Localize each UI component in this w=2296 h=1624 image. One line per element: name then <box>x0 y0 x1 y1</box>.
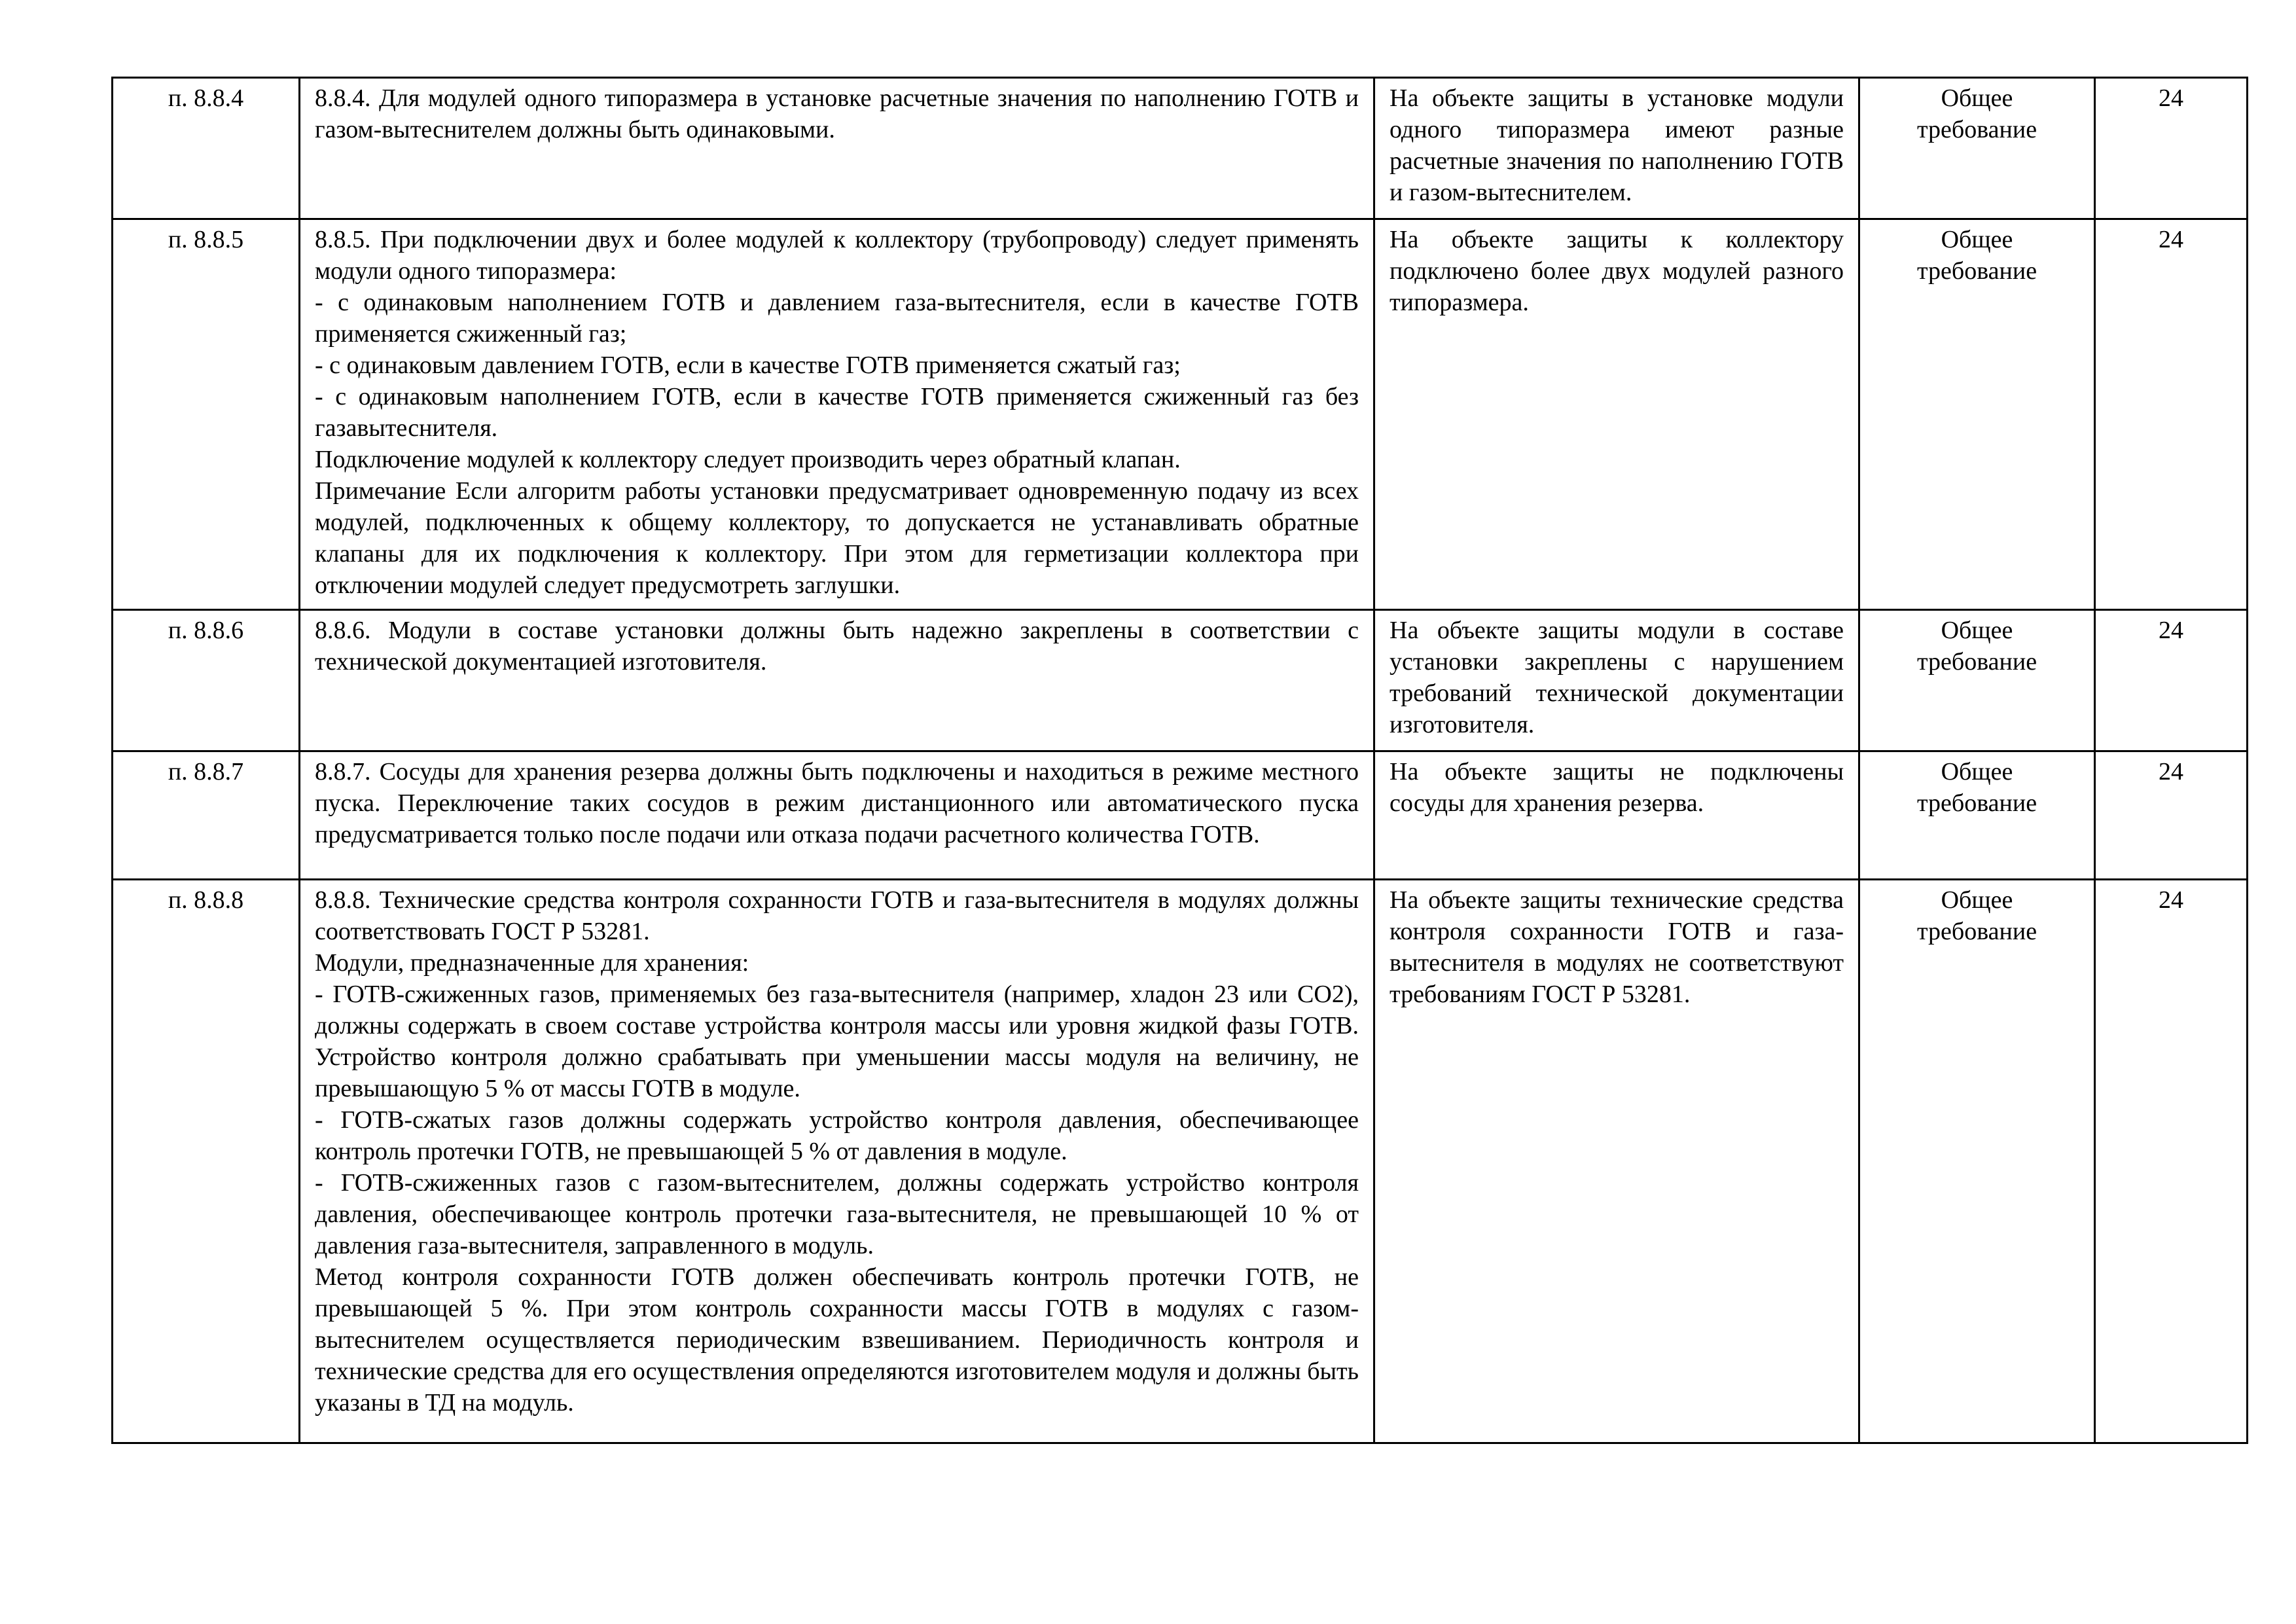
page-number: 24 <box>2095 880 2248 1443</box>
violation-description: На объекте защиты модули в составе установки закреплены с нарушением требований технической документации изготовителя. <box>1374 610 1859 751</box>
requirements-table <box>111 77 2248 1444</box>
page-number: 24 <box>2095 78 2248 219</box>
requirement-paragraph: - с одинаковым давлением ГОТВ, если в качестве ГОТВ применяется сжатый газ; <box>315 352 1181 379</box>
table-row <box>113 219 2248 610</box>
requirement-type: Общее требование <box>1859 78 2095 219</box>
requirement-paragraph: 8.8.8. Технические средства контроля сохранности ГОТВ и газа-вытеснителя в модулях должны соответствовать ГОСТ Р 53281. <box>315 886 1359 945</box>
table-row <box>113 610 2248 751</box>
requirement-paragraph: Метод контроля сохранности ГОТВ должен обеспечивать контроль протечки ГОТВ, не превышающей 5 %. При этом контроль сохранности массы ГОТВ в модулях с газом-вытеснителем осуществляется периодическим взвешиванием. Периодичность контроля и технические средства для его осуществления определяются изготовителем модуля и должны быть указаны в ТД на модуль. <box>315 1263 1359 1416</box>
requirement-paragraph: Примечание Если алгоритм работы установки предусматривает одновременную подачу из всех модулей, подключенных к общему коллектору, то допускается не устанавливать обратные клапаны для их подключения к коллектору. При этом для герметизации коллектора при отключении модулей следует предусмотреть заглушки. <box>315 477 1359 599</box>
clause-number: п. 8.8.7 <box>113 751 300 880</box>
requirement-type: Общее требование <box>1859 610 2095 751</box>
clause-number: п. 8.8.4 <box>113 78 300 219</box>
page-number: 24 <box>2095 610 2248 751</box>
requirement-type: Общее требование <box>1859 751 2095 880</box>
requirement-text <box>300 610 1374 751</box>
requirement-type: Общее требование <box>1859 219 2095 610</box>
requirement-text <box>300 880 1374 1443</box>
violation-description: На объекте защиты в установке модули одного типоразмера имеют разные расчетные значения по наполнению ГОТВ и газом-вытеснителем. <box>1374 78 1859 219</box>
clause-number: п. 8.8.5 <box>113 219 300 610</box>
violation-description: На объекте защиты не подключены сосуды для хранения резерва. <box>1374 751 1859 880</box>
requirement-text <box>300 78 1374 219</box>
requirement-paragraph: - ГОТВ-сжиженных газов, применяемых без газа-вытеснителя (например, хладон 23 или СО2), должны содержать в своем составе устройства контроля массы или уровня жидкой фазы ГОТВ. Устройство контроля должно срабатывать при уменьшении массы модуля на величину, не превышающую 5 % от массы ГОТВ в модуле. <box>315 981 1359 1102</box>
violation-description: На объекте защиты к коллектору подключено более двух модулей разного типоразмера. <box>1374 219 1859 610</box>
requirement-paragraph: - с одинаковым наполнением ГОТВ, если в качестве ГОТВ применяется сжиженный газ без газавытеснителя. <box>315 383 1359 442</box>
requirement-paragraph: 8.8.4. Для модулей одного типоразмера в установке расчетные значения по наполнению ГОТВ и газом-вытеснителем должны быть одинаковыми. <box>315 84 1359 143</box>
requirement-paragraph: - ГОТВ-сжиженных газов с газом-вытеснителем, должны содержать устройство контроля давления, обеспечивающее контроль протечки газа-вытеснителя, не превышающей 10 % от давления газа-вытеснителя, заправленного в модуль. <box>315 1169 1359 1259</box>
requirement-text <box>300 751 1374 880</box>
requirement-paragraph: 8.8.5. При подключении двух и более модулей к коллектору (трубопроводу) следует применять модули одного типоразмера: <box>315 226 1359 285</box>
requirement-paragraph: - ГОТВ-сжатых газов должны содержать устройство контроля давления, обеспечивающее контроль протечки ГОТВ, не превышающей 5 % от давления в модуле. <box>315 1106 1359 1165</box>
clause-number: п. 8.8.6 <box>113 610 300 751</box>
document-page <box>111 77 2246 1444</box>
table-row <box>113 751 2248 880</box>
table-row <box>113 78 2248 219</box>
clause-number: п. 8.8.8 <box>113 880 300 1443</box>
requirement-type: Общее требование <box>1859 880 2095 1443</box>
requirement-paragraph: 8.8.7. Сосуды для хранения резерва должны быть подключены и находиться в режиме местного пуска. Переключение таких сосудов в режим дистанционного или автоматического пуска предусматривается только после подачи или отказа подачи расчетного количества ГОТВ. <box>315 758 1359 848</box>
violation-description: На объекте защиты технические средства контроля сохранности ГОТВ и газа-вытеснителя в модулях не соответствуют требованиям ГОСТ Р 53281. <box>1374 880 1859 1443</box>
page-number: 24 <box>2095 751 2248 880</box>
requirement-paragraph: - с одинаковым наполнением ГОТВ и давлением газа-вытеснителя, если в качестве ГОТВ применяется сжиженный газ; <box>315 289 1359 348</box>
table-row <box>113 880 2248 1443</box>
requirement-paragraph: 8.8.6. Модули в составе установки должны быть надежно закреплены в соответствии с технической документацией изготовителя. <box>315 617 1359 676</box>
requirement-paragraph: Модули, предназначенные для хранения: <box>315 949 749 977</box>
requirement-text <box>300 219 1374 610</box>
requirement-paragraph: Подключение модулей к коллектору следует производить через обратный клапан. <box>315 446 1181 473</box>
page-number: 24 <box>2095 219 2248 610</box>
